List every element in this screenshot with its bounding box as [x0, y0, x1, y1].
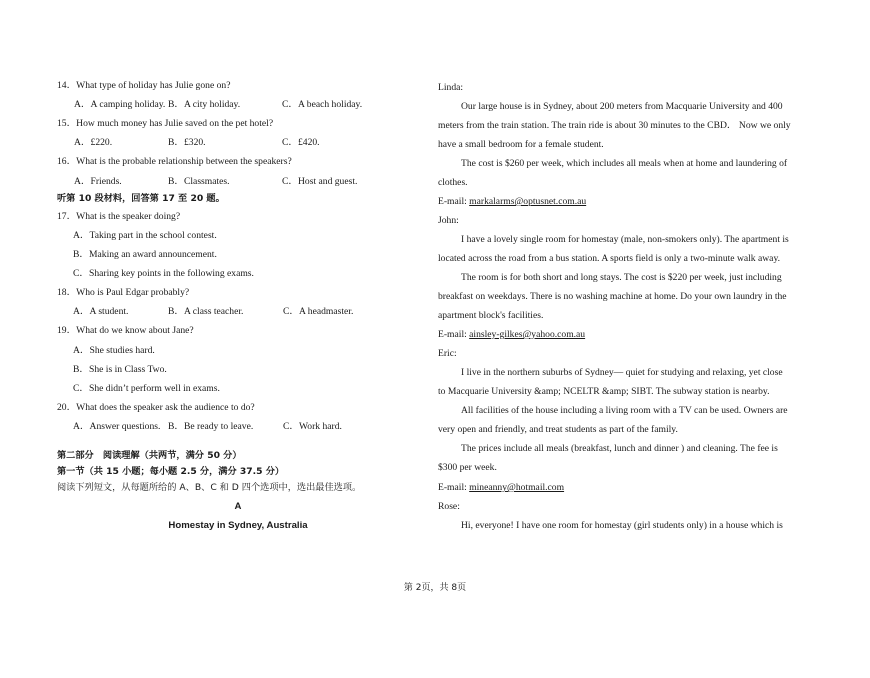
- option-a: A．Friends.: [74, 176, 122, 187]
- passage-title: Homestay in Sydney, Australia: [168, 520, 308, 531]
- listening-instruction: 听第 10 段材料，回答第 17 至 20 题。: [57, 193, 225, 204]
- eric-name: Eric:: [438, 348, 457, 359]
- question-19-option-b: B．She is in Class Two.: [73, 364, 167, 375]
- passage-letter: A: [234, 501, 242, 512]
- linda-email-row: [438, 196, 586, 208]
- john-email-link[interactable]: ainsley-gilkes@yahoo.com.au: [469, 329, 586, 340]
- option-b: B．Classmates.: [168, 176, 230, 187]
- question-19-option-c: C．She didn’t perform well in exams.: [73, 383, 220, 394]
- section1-title: 第一节（共 15 小题；每小题 2.5 分，满分 37.5 分）: [57, 466, 285, 477]
- question-18-stem: 18．Who is Paul Edgar probably?: [57, 287, 190, 298]
- john-name: John:: [438, 215, 459, 226]
- rose-name: Rose:: [438, 501, 460, 512]
- question-19-option-a: A．She studies hard.: [73, 345, 155, 356]
- question-15-stem: 15．How much money has Julie saved on the pet hotel?: [57, 118, 274, 129]
- email-label: E-mail:: [438, 329, 470, 340]
- rose-paragraph-line: Hi, everyone! I have one room for homestay (girl students only) in a house which is: [461, 520, 783, 531]
- email-label: E-mail:: [438, 196, 470, 207]
- eric-paragraph-line: The prices include all meals (breakfast, lunch and dinner ) and cleaning. The fee is: [461, 443, 778, 454]
- eric-email-link[interactable]: mineanny@hotmail.com: [469, 482, 565, 493]
- john-email-row: [438, 329, 585, 341]
- question-19-stem: 19．What do we know about Jane?: [57, 325, 194, 336]
- section1-instruction: 阅读下列短文，从每题所给的 A、B、C 和 D 四个选项中，选出最佳选项。: [57, 482, 362, 493]
- option-a: A．A student.: [73, 306, 129, 317]
- option-c: C．£420.: [282, 137, 320, 148]
- john-paragraph-line: apartment block's facilities.: [438, 310, 544, 321]
- linda-paragraph-line: meters from the train station. The train ride is about 30 minutes to the CBD． Now we only: [438, 120, 791, 131]
- option-b: B．A class teacher.: [168, 306, 244, 317]
- linda-paragraph-line: clothes.: [438, 177, 468, 188]
- option-b: B．£320.: [168, 137, 206, 148]
- john-paragraph-line: located across the road from a bus station. A sports field is only a two-minute walk away.: [438, 253, 781, 264]
- option-b: B．Be ready to leave.: [168, 421, 254, 432]
- eric-paragraph-line: to Macquarie University &amp; NCELTR &amp; SIBT. The subway station is nearby.: [438, 386, 770, 397]
- option-c: C．Work hard.: [283, 421, 342, 432]
- question-16-stem: 16．What is the probable relationship between the speakers?: [57, 156, 292, 167]
- eric-paragraph-line: All facilities of the house including a living room with a TV can be used. Owners are: [461, 405, 788, 416]
- option-c: C．A headmaster.: [283, 306, 354, 317]
- linda-paragraph-line: have a small bedroom for a female student.: [438, 139, 604, 150]
- eric-paragraph-line: very open and friendly, and treat students as part of the family.: [438, 424, 678, 435]
- question-17-option-a: A．Taking part in the school contest.: [73, 230, 217, 241]
- option-a: A．Answer questions.: [73, 421, 161, 432]
- eric-paragraph-line: I live in the northern suburbs of Sydney— quiet for studying and relaxing, yet close: [461, 367, 783, 378]
- eric-email-row: [438, 482, 564, 494]
- option-a: A．A camping holiday.: [74, 99, 166, 110]
- option-b: B．A city holiday.: [168, 99, 241, 110]
- linda-paragraph-line: The cost is $260 per week, which includes all meals when at home and laundering of: [461, 158, 788, 169]
- question-17-option-b: B．Making an award announcement.: [73, 249, 217, 260]
- linda-email-link[interactable]: markalarms@optusnet.com.au: [469, 196, 587, 207]
- john-paragraph-line: The room is for both short and long stays. The cost is $220 per week, just including: [461, 272, 782, 283]
- option-a: A．£220.: [74, 137, 113, 148]
- part2-title: 第二部分 阅读理解（共两节，满分 50 分）: [57, 450, 242, 461]
- john-paragraph-line: breakfast on weekdays. There is no washing machine at home. Do your own laundry in the: [438, 291, 787, 302]
- question-14-stem: 14．What type of holiday has Julie gone on?: [57, 80, 231, 91]
- eric-paragraph-line: $300 per week.: [438, 462, 497, 473]
- linda-name: Linda:: [438, 82, 464, 93]
- linda-paragraph-line: Our large house is in Sydney, about 200 meters from Macquarie University and 400: [461, 101, 783, 112]
- question-17-stem: 17．What is the speaker doing?: [57, 211, 181, 222]
- option-c: C．Host and guest.: [282, 176, 358, 187]
- question-17-option-c: C．Sharing key points in the following exams.: [73, 268, 254, 279]
- page-footer: 第 2页，共 8页: [403, 583, 467, 593]
- email-label: E-mail:: [438, 482, 470, 493]
- option-c: C．A beach holiday.: [282, 99, 363, 110]
- john-paragraph-line: I have a lovely single room for homestay (male, non-smokers only). The apartment is: [461, 234, 789, 245]
- question-20-stem: 20．What does the speaker ask the audience to do?: [57, 402, 255, 413]
